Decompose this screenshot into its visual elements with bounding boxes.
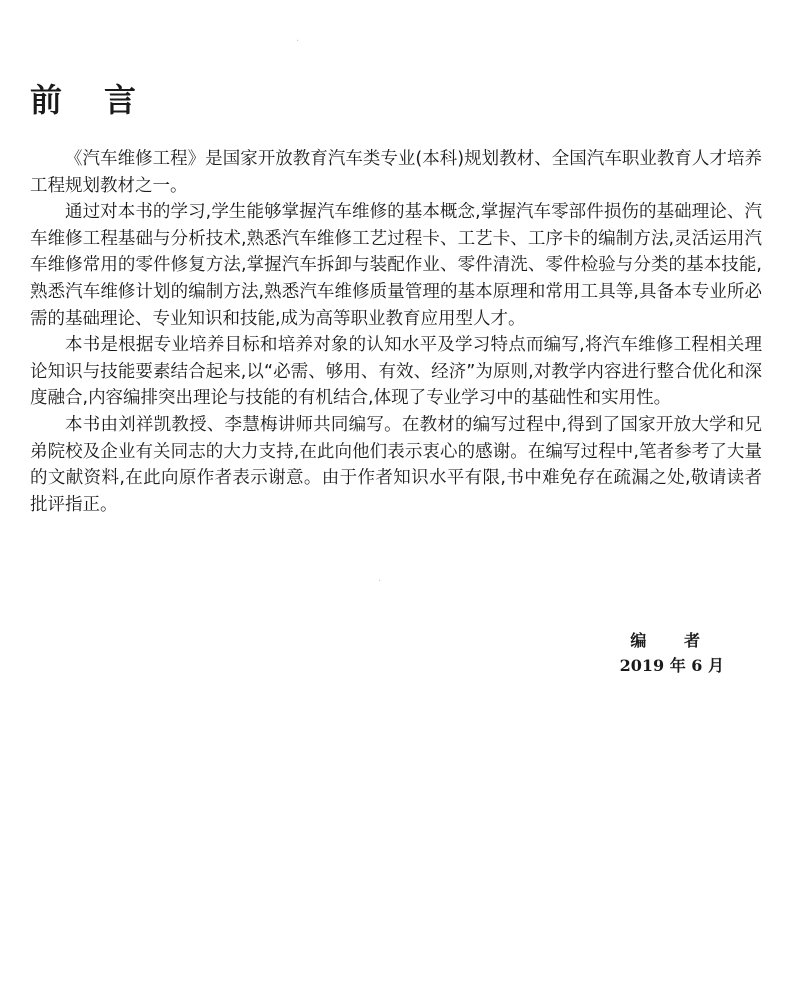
signature-author: 编 者 (630, 631, 716, 650)
title-char-2: 言 (104, 81, 137, 119)
paragraph-4: 本书由刘祥凯教授、李慧梅讲师共同编写。在教材的编写过程中,得到了国家开放大学和兄弟院校及企业有关同志的大力支持,在此向他们表示衷心的感谢。在编写过程中,笔者参考了大量的文献资料,在此向原作者表示谢意。由于作者知识水平有限,书中难免存在疏漏之处,敬请读者批评指正。 (30, 414, 762, 515)
paragraph-3: 本书是根据专业培养目标和培养对象的认知水平及学习特点而编写,将汽车维修工程相关理论知识与技能要素结合起来,以“必需、够用、有效、经济”为原则,对教学内容进行整合优化和深度融合,内容编排突出理论与技能的有机结合,体现了专业学习中的基础性和实用性。 (30, 335, 762, 409)
preface-body (30, 146, 762, 518)
page-title (30, 78, 136, 122)
scan-mark: · (378, 576, 382, 587)
scan-mark: · (296, 36, 300, 47)
paragraph-2: 通过对本书的学习,学生能够掌握汽车维修的基本概念,掌握汽车零部件损伤的基础理论、汽车维修工程基础与分析技术,熟悉汽车维修工艺过程卡、工艺卡、工序卡的编制方法,灵活运用汽车维修常用的零件修复方法,掌握汽车拆卸与装配作业、零件清洗、零件检验与分类的基本技能,熟悉汽车维修计划的编制方法,熟悉汽车维修质量管理的基本原理和常用工具等,具备本专业所必需的基础理论、专业知识和技能,成为高等职业教育应用型人才。 (30, 202, 762, 329)
signature-date: 2019 年 6 月 (619, 656, 724, 675)
signature-block (620, 628, 724, 678)
title-char-1: 前 (30, 81, 63, 119)
paragraph-1: 《汽车维修工程》是国家开放教育汽车类专业(本科)规划教材、全国汽车职业教育人才培养工程规划教材之一。 (30, 149, 762, 196)
